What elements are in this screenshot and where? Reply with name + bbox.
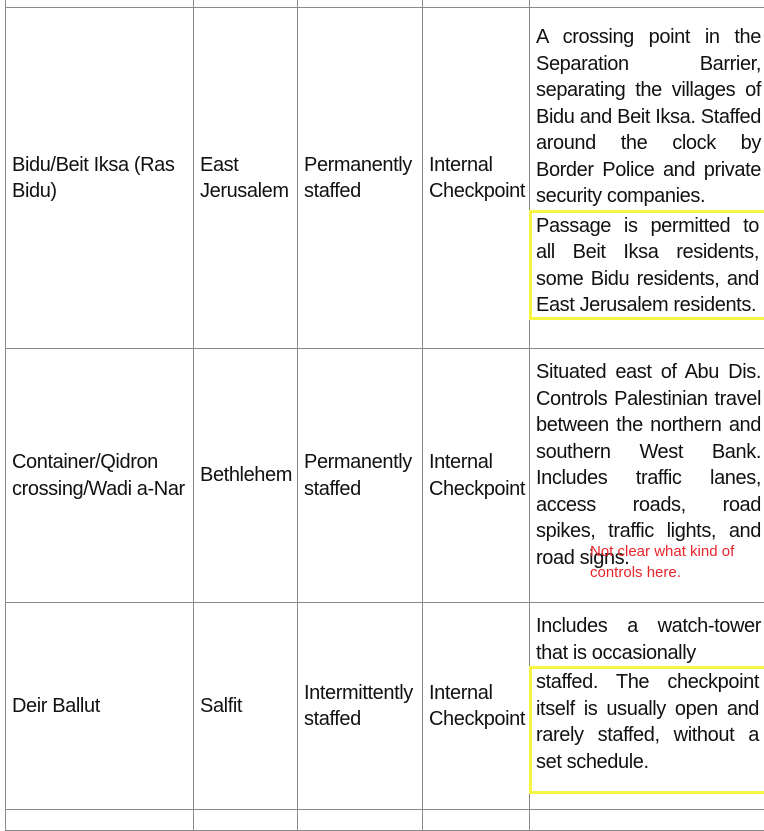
- district-cell: Salfit: [194, 603, 298, 810]
- table-row: [6, 349, 764, 603]
- highlighted-passage: staffed. The checkpoint itself is usually open and rarely staffed, without a set schedule.: [529, 666, 764, 794]
- description-cell: [530, 603, 764, 810]
- highlighted-passage: Passage is permitted to all Beit Iksa residents, some Bidu residents, and East Jerusalem residents.: [529, 210, 764, 320]
- table-cell: [6, 810, 194, 831]
- table-cell: [298, 0, 423, 8]
- table-cell: [423, 0, 530, 8]
- table-cell: [6, 0, 194, 8]
- checkpoints-table: [5, 0, 764, 831]
- table-row: [6, 810, 764, 831]
- location-cell: Bidu/Beit Iksa (Ras Bidu): [6, 8, 194, 349]
- table-cell: [194, 0, 298, 8]
- table-row: [6, 603, 764, 810]
- type-cell: Internal Checkpoint: [423, 603, 530, 810]
- staffing-cell: Intermittently staffed: [298, 603, 423, 810]
- table-row: [6, 0, 764, 8]
- staffing-cell: Permanently staffed: [298, 8, 423, 349]
- staffing-cell: Permanently staffed: [298, 349, 423, 603]
- district-cell: Bethlehem: [194, 349, 298, 603]
- description-text: A crossing point in the Separation Barrier, separating the villages of Bidu and Beit Iksa. Staffed around the clock by Border Police and private security companies.: [536, 24, 761, 210]
- district-cell: East Jerusalem: [194, 8, 298, 349]
- table-cell: [194, 810, 298, 831]
- description-cell: [530, 8, 764, 349]
- description-cell: [530, 349, 764, 603]
- location-cell: Deir Ballut: [6, 603, 194, 810]
- table-cell: [423, 810, 530, 831]
- table-cell: [530, 0, 764, 8]
- type-cell: Internal Checkpoint: [423, 8, 530, 349]
- location-cell: Container/Qidron crossing/Wadi a-Nar: [6, 349, 194, 603]
- type-cell: Internal Checkpoint: [423, 349, 530, 603]
- table-cell: [298, 810, 423, 831]
- description-text: Situated east of Abu Dis. Controls Palestinian travel between the northern and southern West Bank. Includes traffic lanes, access roads, road spikes, traffic lights, and road signs.: [536, 359, 761, 571]
- table-row: [6, 8, 764, 349]
- table-cell: [530, 810, 764, 831]
- review-annotation: Not clear what kind of controls here.: [590, 541, 764, 583]
- description-text: Includes a watch-tower that is occasionally: [536, 613, 761, 666]
